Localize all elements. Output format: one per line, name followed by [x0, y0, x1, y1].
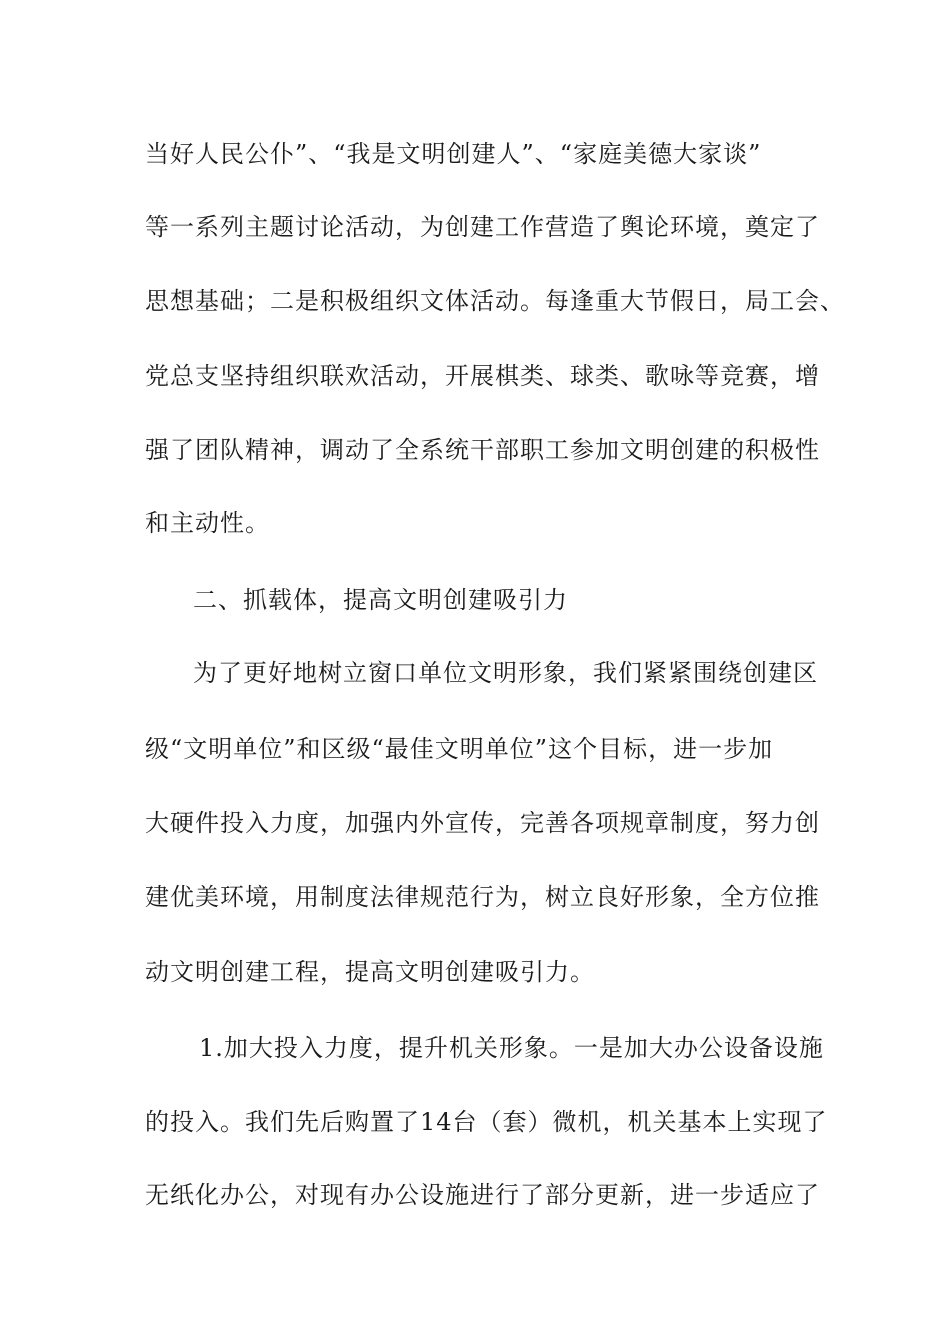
paragraph-line-5: 强了团队精神，调动了全系统干部职工参加文明创建的积极性: [145, 436, 820, 464]
paragraph-line-2: 等一系列主题讨论活动，为创建工作营造了舆论环境，奠定了: [145, 213, 820, 241]
paragraph-line-6: 和主动性。: [145, 509, 270, 537]
paragraph-line-7: 为了更好地树立窗口单位文明形象，我们紧紧围绕创建区: [193, 659, 818, 687]
paragraph-line-8: 级“文明单位”和区级“最佳文明单位”这个目标，进一步加: [145, 735, 774, 763]
paragraph-line-14: 无纸化办公，对现有办公设施进行了部分更新，进一步适应了: [145, 1181, 820, 1209]
section-heading: 二、抓载体，提高文明创建吸引力: [193, 586, 568, 614]
paragraph-line-1: 当好人民公仆”、“我是文明创建人”、“家庭美德大家谈”: [145, 140, 762, 168]
paragraph-line-3: 思想基础；二是积极组织文体活动。每逢重大节假日，局工会、: [145, 287, 845, 315]
paragraph-line-12: 1.加大投入力度，提升机关形象。一是加大办公设备设施: [199, 1034, 824, 1062]
paragraph-line-9: 大硬件投入力度，加强内外宣传，完善各项规章制度，努力创: [145, 809, 820, 837]
paragraph-line-13: 的投入。我们先后购置了14台（套）微机，机关基本上实现了: [145, 1108, 828, 1136]
paragraph-line-10: 建优美环境，用制度法律规范行为，树立良好形象，全方位推: [145, 883, 820, 911]
paragraph-line-4: 党总支坚持组织联欢活动，开展棋类、球类、歌咏等竞赛，增: [145, 362, 820, 390]
paragraph-line-11: 动文明创建工程，提高文明创建吸引力。: [145, 958, 595, 986]
